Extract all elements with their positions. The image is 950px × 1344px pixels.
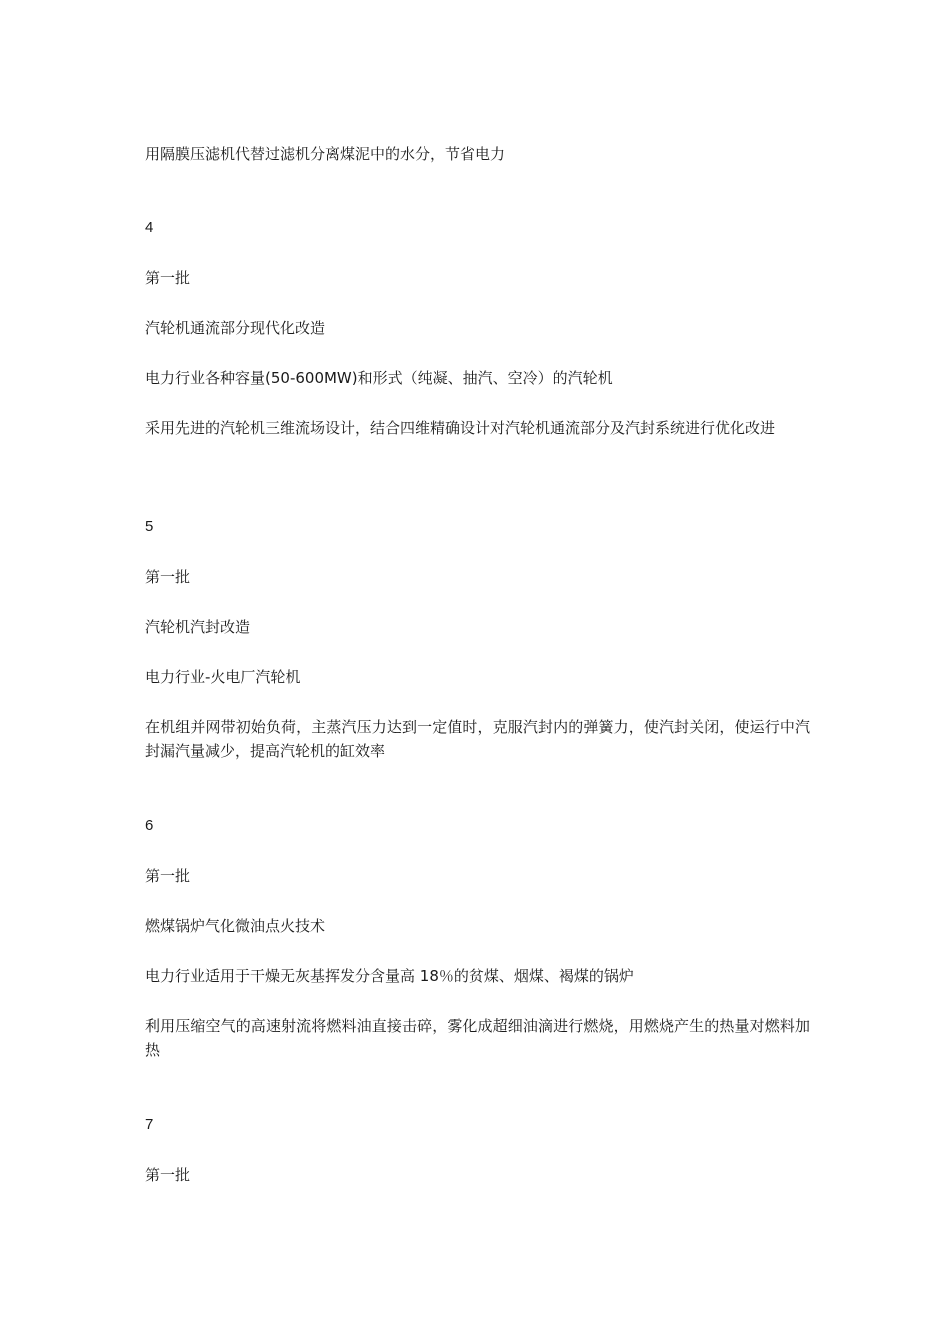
entry-batch: 第一批 <box>145 1166 191 1184</box>
entry-number: 6 <box>145 817 154 834</box>
entry-batch: 第一批 <box>145 269 191 287</box>
entry-number: 4 <box>145 219 154 236</box>
entry-name: 汽轮机汽封改造 <box>145 618 251 636</box>
entry-batch: 第一批 <box>145 568 191 586</box>
entry-number: 5 <box>145 518 154 535</box>
entry-number: 7 <box>145 1116 154 1133</box>
entry-description: 采用先进的汽轮机三维流场设计，结合四维精确设计对汽轮机通流部分及汽封系统进行优化改进 <box>145 419 776 437</box>
entry-name: 汽轮机通流部分现代化改造 <box>145 319 326 337</box>
entry-scope: 电力行业-火电厂汽轮机 <box>145 668 301 686</box>
entry-name: 燃煤锅炉气化微油点火技术 <box>145 917 326 935</box>
entry-batch: 第一批 <box>145 867 191 885</box>
entry-description: 利用压缩空气的高速射流将燃料油直接击碎，雾化成超细油滴进行燃烧，用燃烧产生的热量对燃料加热 <box>145 1017 810 1059</box>
entry-description: 在机组并网带初始负荷，主蒸汽压力达到一定值时，克服汽封内的弹簧力，使汽封关闭，使运行中汽封漏汽量减少，提高汽轮机的缸效率 <box>145 718 810 760</box>
intro-line: 用隔膜压滤机代替过滤机分离煤泥中的水分，节省电力 <box>145 145 506 163</box>
entry-scope: 电力行业各种容量(50-600MW)和形式（纯凝、抽汽、空冷）的汽轮机 <box>145 369 613 387</box>
entry-scope: 电力行业适用于干燥无灰基挥发分含量高 18％的贫煤、烟煤、褐煤的锅炉 <box>145 967 634 985</box>
